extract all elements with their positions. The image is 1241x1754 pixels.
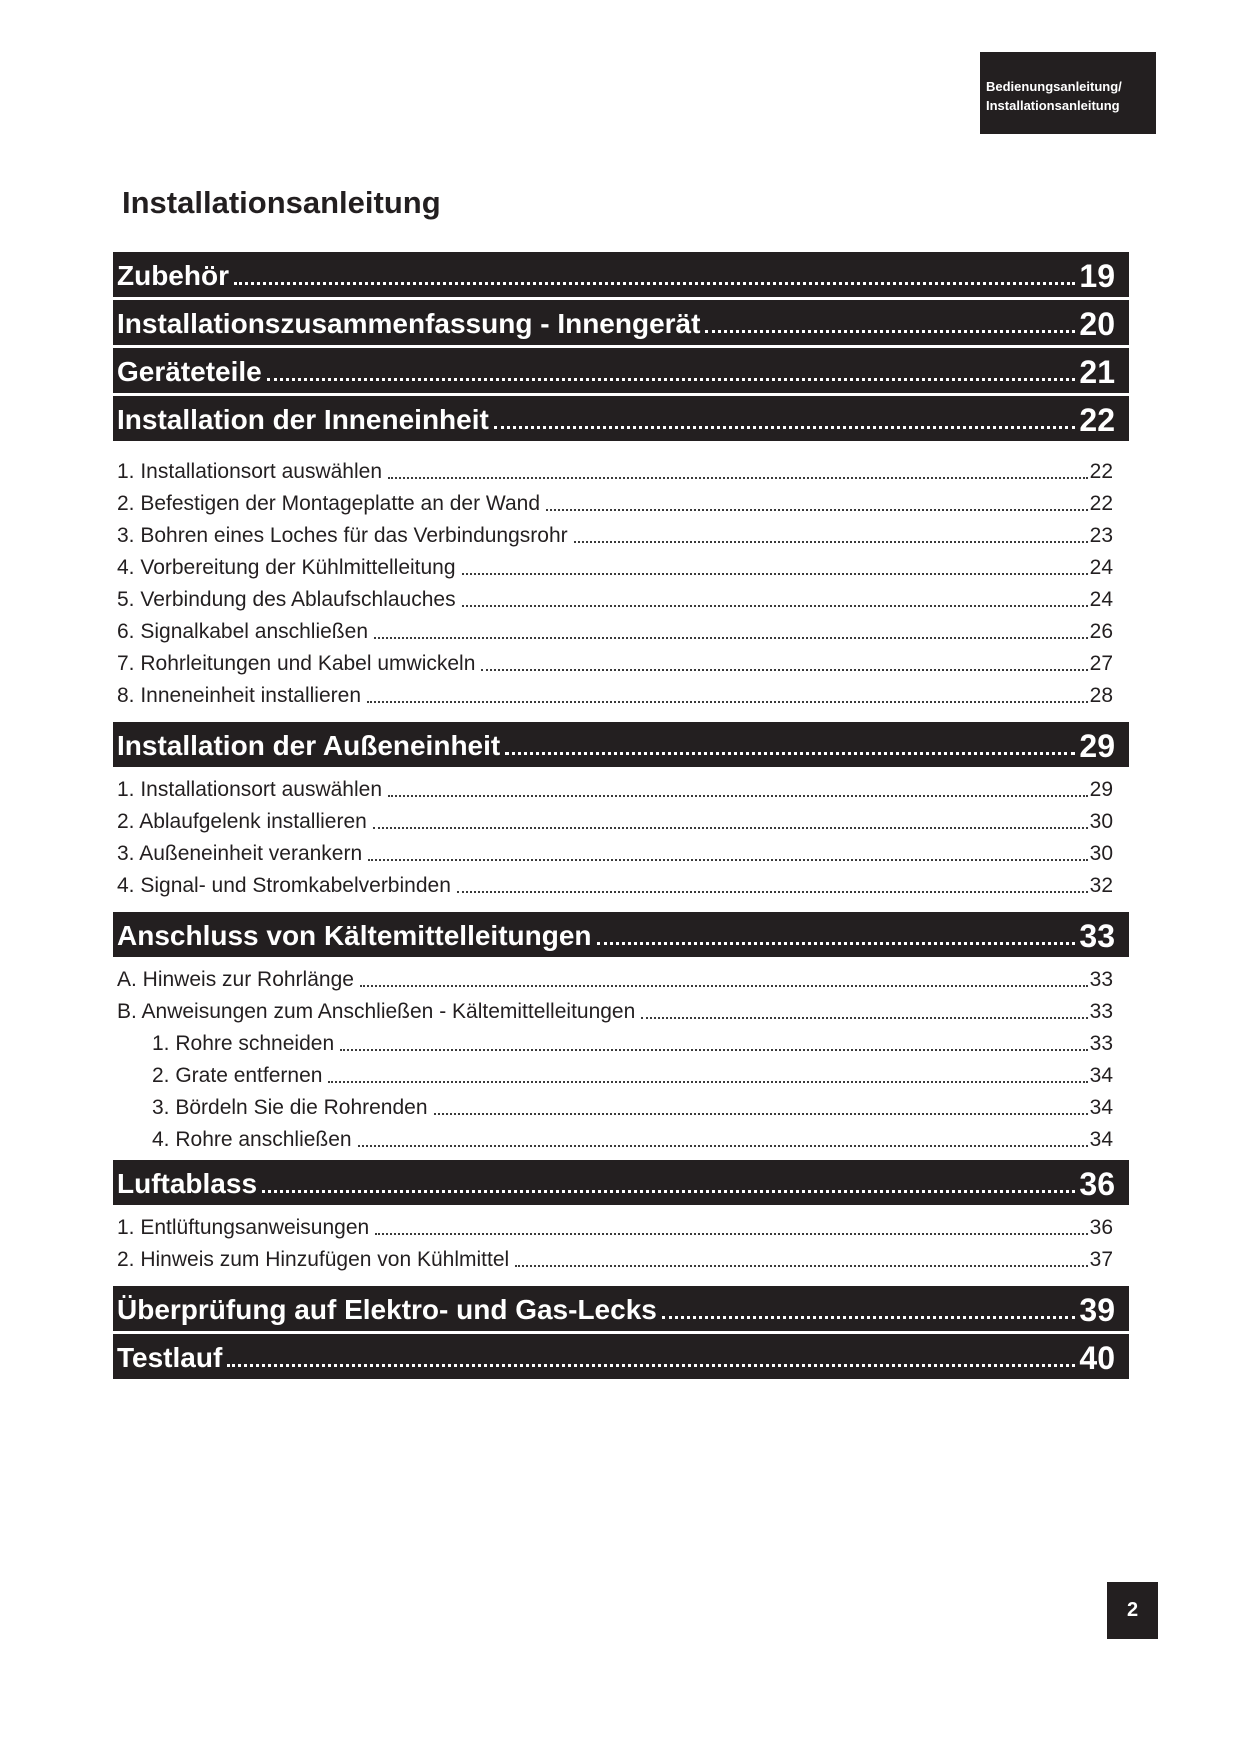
- toc-section-air-purge[interactable]: [113, 1160, 1129, 1205]
- dot-leader: [574, 541, 1088, 543]
- dot-leader: [434, 1113, 1088, 1115]
- toc-entry-title: 2. Grate entfernen: [152, 1064, 323, 1087]
- toc-entry[interactable]: [113, 1240, 1129, 1272]
- toc-entry-title: 8. Inneneinheit installieren: [117, 684, 362, 707]
- toc-entry[interactable]: [113, 802, 1129, 834]
- toc-entry[interactable]: [113, 1120, 1129, 1152]
- toc-entry[interactable]: [113, 960, 1129, 992]
- toc-section-title: Testlauf: [117, 1342, 223, 1373]
- toc-section-title: Installationszusammenfassung - Innengerät: [117, 308, 701, 339]
- toc-section-title: Geräteteile: [117, 356, 262, 387]
- toc-entry[interactable]: [113, 644, 1129, 676]
- toc-entry-title: 1. Installationsort auswählen: [117, 460, 382, 483]
- toc-entry-page: 27: [1089, 652, 1113, 675]
- toc-entry-page: 22: [1089, 460, 1113, 483]
- dot-leader: [388, 795, 1088, 797]
- toc-entry[interactable]: [113, 676, 1129, 708]
- dot-leader: [641, 1017, 1087, 1019]
- toc-entry[interactable]: [113, 516, 1129, 548]
- toc-section-title: Luftablass: [117, 1168, 258, 1199]
- toc-section-title: Anschluss von Kältemittelleitungen: [117, 920, 592, 951]
- dot-leader: [328, 1081, 1087, 1083]
- toc-entry-page: 23: [1089, 524, 1113, 547]
- toc-section-title: Installation der Außeneinheit: [117, 730, 501, 761]
- toc-section-indoor-unit[interactable]: [113, 396, 1129, 441]
- toc-entry-title: B. Anweisungen zum Anschließen - Kältemittelleitungen: [117, 1000, 636, 1023]
- toc-section-page: 36: [1079, 1166, 1115, 1202]
- toc-entry-title: 1. Entlüftungsanweisungen: [117, 1216, 370, 1239]
- dot-leader: [340, 1049, 1088, 1051]
- toc-entry-title: 1. Installationsort auswählen: [117, 778, 382, 801]
- dot-leader: [505, 752, 1075, 755]
- toc-entry[interactable]: [113, 834, 1129, 866]
- toc-entry-title: 7. Rohrleitungen und Kabel umwickeln: [117, 652, 476, 675]
- toc-entry[interactable]: [113, 770, 1129, 802]
- toc-entry-page: 37: [1089, 1248, 1113, 1271]
- toc-entry-page: 34: [1089, 1064, 1113, 1087]
- toc-entry-page: 34: [1089, 1096, 1113, 1119]
- toc-entry-page: 26: [1089, 620, 1113, 643]
- toc-section-page: 29: [1079, 728, 1115, 764]
- toc-entry[interactable]: [113, 1024, 1129, 1056]
- dot-leader: [546, 509, 1088, 511]
- toc-entry-page: 32: [1089, 874, 1113, 897]
- toc-entry-page: 28: [1089, 684, 1113, 707]
- toc-section-title: Installation der Inneneinheit: [117, 404, 489, 435]
- toc-entry[interactable]: [113, 452, 1129, 484]
- toc-entry[interactable]: [113, 1056, 1129, 1088]
- toc-entry-title: 1. Rohre schneiden: [152, 1032, 335, 1055]
- toc-entry[interactable]: [113, 1088, 1129, 1120]
- header-line-2: Installationsanleitung: [986, 98, 1120, 113]
- dot-leader: [227, 1364, 1075, 1367]
- toc-entry-title: 5. Verbindung des Ablaufschlauches: [117, 588, 456, 611]
- document-header-badge: [980, 52, 1156, 134]
- toc-entry[interactable]: [113, 612, 1129, 644]
- dot-leader: [373, 827, 1088, 829]
- toc-entry-page: 33: [1089, 1032, 1113, 1055]
- dot-leader: [515, 1265, 1087, 1267]
- dot-leader: [262, 1190, 1075, 1193]
- dot-leader: [457, 891, 1088, 893]
- toc-section-refrigerant-lines[interactable]: [113, 912, 1129, 957]
- dot-leader: [360, 985, 1088, 987]
- page-title: Installationsanleitung: [122, 185, 441, 220]
- toc-section-accessories[interactable]: [113, 252, 1129, 297]
- toc-section-page: 22: [1079, 402, 1115, 438]
- dot-leader: [481, 669, 1087, 671]
- header-line-1: Bedienungsanleitung/: [986, 79, 1122, 94]
- toc-entry-page: 33: [1089, 1000, 1113, 1023]
- toc-entry[interactable]: [113, 992, 1129, 1024]
- toc-entry[interactable]: [113, 580, 1129, 612]
- toc-entry-page: 29: [1089, 778, 1113, 801]
- toc-entry-title: 4. Vorbereitung der Kühlmittelleitung: [117, 556, 456, 579]
- toc-section-leak-check[interactable]: [113, 1286, 1129, 1331]
- toc-entry-title: A. Hinweis zur Rohrlänge: [117, 968, 354, 991]
- dot-leader: [462, 573, 1088, 575]
- table-of-contents: [113, 252, 1129, 1382]
- toc-section-unit-parts[interactable]: [113, 348, 1129, 393]
- toc-entry-page: 30: [1089, 810, 1113, 833]
- toc-entry-title: 2. Befestigen der Montageplatte an der Wand: [117, 492, 540, 515]
- toc-entry-page: 30: [1089, 842, 1113, 865]
- toc-entry[interactable]: [113, 484, 1129, 516]
- dot-leader: [367, 701, 1088, 703]
- toc-entry[interactable]: [113, 548, 1129, 580]
- dot-leader: [494, 426, 1076, 429]
- dot-leader: [375, 1233, 1087, 1235]
- dot-leader: [358, 1145, 1088, 1147]
- toc-section-outdoor-unit[interactable]: [113, 722, 1129, 767]
- toc-entry-title: 3. Bohren eines Loches für das Verbindungsrohr: [117, 524, 568, 547]
- dot-leader: [388, 477, 1088, 479]
- toc-entry-title: 3. Bördeln Sie die Rohrenden: [152, 1096, 428, 1119]
- toc-section-page: 40: [1079, 1340, 1115, 1376]
- toc-entry-title: 3. Außeneinheit verankern: [117, 842, 363, 865]
- dot-leader: [462, 605, 1088, 607]
- toc-entry-title: 4. Signal- und Stromkabelverbinden: [117, 874, 451, 897]
- toc-section-test-run[interactable]: [113, 1334, 1129, 1379]
- dot-leader: [374, 637, 1088, 639]
- dot-leader: [234, 282, 1075, 285]
- toc-section-page: 39: [1079, 1292, 1115, 1328]
- toc-section-installation-summary[interactable]: [113, 300, 1129, 345]
- toc-entry[interactable]: [113, 866, 1129, 898]
- toc-entry-title: 2. Ablaufgelenk installieren: [117, 810, 367, 833]
- dot-leader: [705, 330, 1075, 333]
- toc-entry-page: 24: [1089, 588, 1113, 611]
- dot-leader: [267, 378, 1076, 381]
- toc-entry-page: 22: [1089, 492, 1113, 515]
- dot-leader: [662, 1316, 1076, 1319]
- toc-entry[interactable]: [113, 1208, 1129, 1240]
- toc-entry-page: 34: [1089, 1128, 1113, 1151]
- toc-entry-title: 6. Signalkabel anschließen: [117, 620, 368, 643]
- page-number: 2: [1107, 1582, 1158, 1639]
- toc-entry-title: 4. Rohre anschließen: [152, 1128, 352, 1151]
- toc-entry-page: 24: [1089, 556, 1113, 579]
- dot-leader: [368, 859, 1087, 861]
- toc-section-page: 21: [1079, 354, 1115, 390]
- toc-section-page: 20: [1079, 306, 1115, 342]
- toc-section-title: Zubehör: [117, 260, 229, 291]
- toc-section-page: 19: [1079, 258, 1115, 294]
- toc-section-title: Überprüfung auf Elektro- und Gas-Lecks: [117, 1294, 657, 1325]
- toc-entry-page: 36: [1089, 1216, 1113, 1239]
- dot-leader: [597, 942, 1076, 945]
- toc-section-page: 33: [1079, 918, 1115, 954]
- toc-entry-title: 2. Hinweis zum Hinzufügen von Kühlmittel: [117, 1248, 510, 1271]
- toc-entry-page: 33: [1089, 968, 1113, 991]
